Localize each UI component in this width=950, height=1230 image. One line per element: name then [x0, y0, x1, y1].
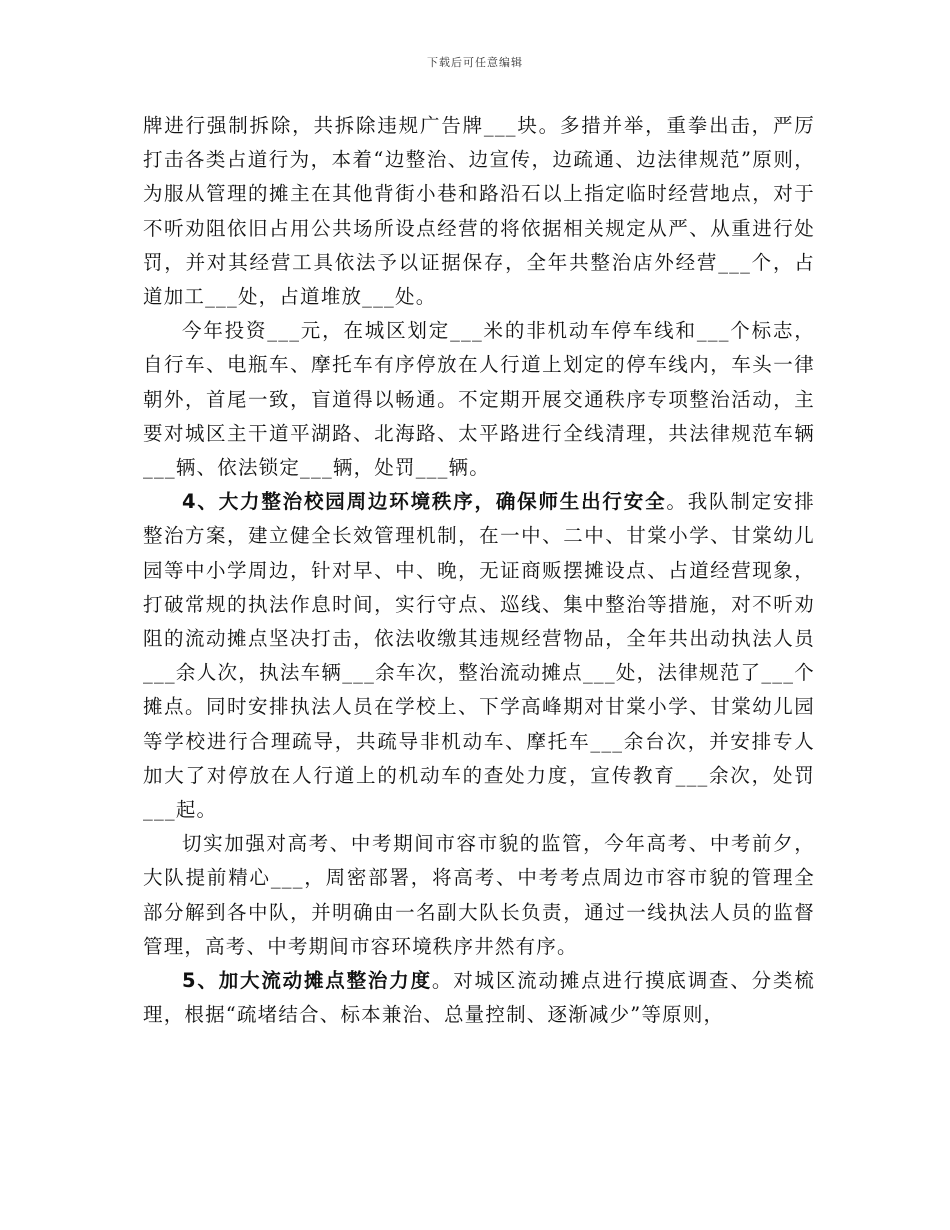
paragraph-5-text: 。对城区流动摊点进行摸底调查、分类梳理，根据“疏堵结合、标本兼治、总量控制、逐渐减少”等原则，	[143, 969, 815, 1027]
paragraph-3	[143, 485, 815, 827]
paragraph-2	[143, 314, 815, 485]
header-note: 下载后可任意编辑	[427, 56, 523, 69]
section-4-heading: 4、大力整治校园周边环境秩序，确保师生出行安全	[182, 490, 667, 514]
paragraph-1	[143, 109, 815, 314]
document-body	[143, 109, 815, 1032]
paragraph-2-text: 今年投资___元，在城区划定___米的非机动车停车线和___个标志，自行车、电瓶车、摩托车有序停放在人行道上划定的停车线内，车头一律朝外，首尾一致，盲道得以畅通。不定期开展交通秩序专项整治活动，主要对城区主干道平湖路、北海路、太平路进行全线清理，共法律规范车辆___辆、依法锁定___辆，处罚___辆。	[143, 319, 815, 480]
paragraph-1-text: 牌进行强制拆除，共拆除违规广告牌___块。多措并举，重拳出击，严厉打击各类占道行为，本着“边整治、边宣传，边疏通、边法律规范”原则，为服从管理的摊主在其他背街小巷和路沿石以上指定临时经营地点，对于不听劝阻依旧占用公共场所设点经营的将依据相关规定从严、从重进行处罚，并对其经营工具依法予以证据保存，全年共整治店外经营___个，占道加工___处，占道堆放___处。	[143, 114, 815, 309]
paragraph-5	[143, 964, 815, 1032]
paragraph-4-text: 切实加强对高考、中考期间市容市貌的监管，今年高考、中考前夕，大队提前精心___，周密部署，将高考、中考考点周边市容市貌的管理全部分解到各中队，并明确由一名副大队长负责，通过一线执法人员的监督管理，高考、中考期间市容环境秩序井然有序。	[143, 832, 815, 958]
section-5-heading: 5、加大流动摊点整治力度	[182, 969, 432, 993]
paragraph-4	[143, 827, 815, 964]
paragraph-3-text: 。我队制定安排整治方案，建立健全长效管理机制，在一中、二中、甘棠小学、甘棠幼儿园等中小学周边，针对早、中、晚，无证商贩摆摊设点、占道经营现象，打破常规的执法作息时间，实行守点、巡线、集中整治等措施，对不听劝阻的流动摊点坚决打击，依法收缴其违规经营物品，全年共出动执法人员___余人次，执法车辆___余车次，整治流动摊点___处，法律规范了___个摊点。同时安排执法人员在学校上、下学高峰期对甘棠小学、甘棠幼儿园等学校进行合理疏导，共疏导非机动车、摩托车___余台次，并安排专人加大了对停放在人行道上的机动车的查处力度，宣传教育___余次，处罚___起。	[143, 490, 815, 822]
